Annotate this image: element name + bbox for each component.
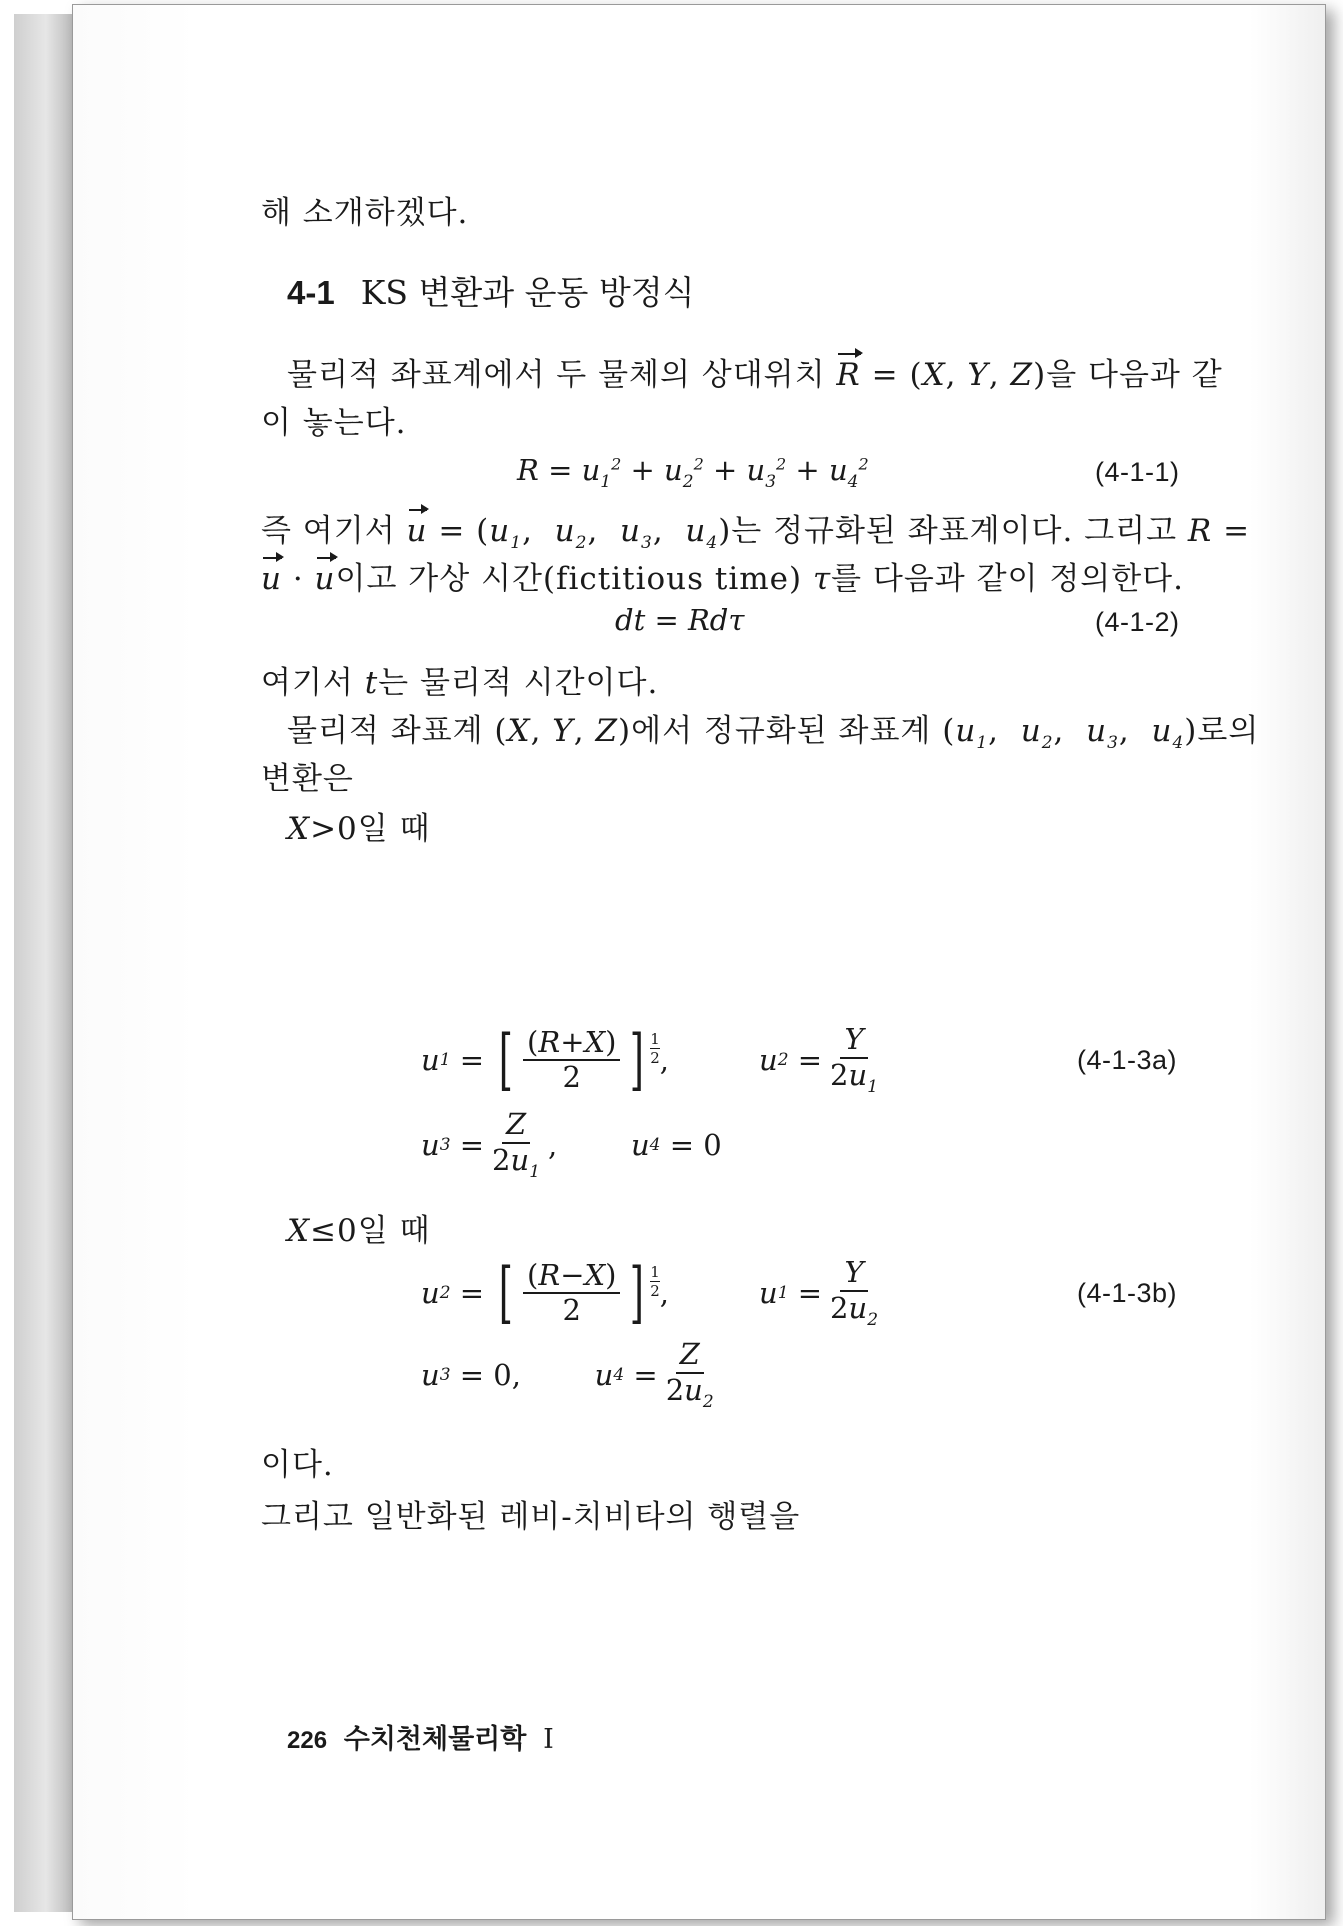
text-segment: 즉 여기서 — [261, 513, 396, 549]
condition-line — [287, 803, 431, 848]
math-inline: R = (X, Y, Z) — [836, 357, 1047, 393]
text-segment: 는 정규화된 좌표계이다. 그리고 — [731, 513, 1178, 549]
equation-4-1-1: $R = u_1^2 + u_2^2 + u_3^2 + u_4^2$ — [517, 453, 869, 492]
text-segment: 여기서 — [261, 665, 354, 701]
page-number: 226 — [287, 1727, 328, 1754]
math-inline: ($u_1$, $u_2$, $u_3$, $u_4$) — [942, 713, 1198, 754]
book-page — [72, 4, 1326, 1920]
equation-4-1-3b-u1: u 1 = $\frac{Y}{2u_2}$ — [759, 1255, 879, 1330]
condition-line — [287, 1205, 431, 1250]
text-segment: 을 다음과 같 — [1046, 357, 1223, 393]
book-title: 수치천체물리학 — [343, 1724, 527, 1755]
section-heading — [287, 267, 694, 314]
page-footer — [287, 1717, 554, 1756]
text-segment: 일 때 — [357, 811, 431, 847]
text-segment: 이고 가상 시간(fictitious time) — [335, 561, 803, 597]
volume-number: I — [543, 1724, 554, 1755]
section-title: KS 변환과 운동 방정식 — [360, 273, 695, 312]
equation-4-1-3a-u2: u 2 = $\frac{Y}{2u_1}$ — [759, 1022, 879, 1097]
text-segment: 를 다음과 같이 정의한다. — [831, 561, 1184, 597]
paragraph-line — [261, 657, 658, 702]
equation-4-1-3b-u3-u4: u 3 = 0, u 4 = $\frac{Z}{2u_2}$ — [421, 1337, 714, 1412]
paragraph-line: 그리고 일반화된 레비-치비타의 행렬을 — [261, 1499, 801, 1535]
math-inline: u · u — [261, 561, 336, 597]
equation-4-1-2: dt = Rdτ — [615, 603, 745, 637]
paragraph-line — [261, 553, 1184, 598]
text-segment: 로의 — [1197, 713, 1260, 749]
equation-number: (4-1-3a) — [1077, 1045, 1178, 1075]
paragraph-line: 이다. — [261, 1447, 334, 1483]
text-segment: 물리적 좌표계 — [287, 713, 484, 749]
math-inline: (X, Y, Z) — [494, 713, 632, 749]
section-number: 4-1 — [287, 274, 335, 311]
paragraph-line — [261, 505, 1250, 553]
math-inline: X>0 — [287, 811, 358, 847]
book-spine — [14, 14, 72, 1912]
text-segment: 물리적 좌표계에서 두 물체의 상대위치 — [287, 357, 826, 393]
equation-number: (4-1-2) — [1095, 607, 1180, 637]
math-inline: X≤0 — [287, 1213, 358, 1249]
paragraph-line — [287, 705, 1259, 753]
equation-4-1-3a-u1: u 1 = [ $\frac{(R+X)}{2}$ ] 1 2 , — [421, 1021, 669, 1098]
equation-number: (4-1-1) — [1095, 457, 1180, 487]
paragraph-line — [287, 349, 1223, 394]
text-segment: 일 때 — [357, 1213, 431, 1249]
text-segment: 는 물리적 시간이다. — [378, 665, 659, 701]
math-inline: $u = (u_1$, $u_2$, $u_3$, $u_4$) — [406, 513, 732, 554]
paragraph-line: 이 놓는다. — [261, 405, 407, 441]
line-intro-end: 해 소개하겠다. — [261, 195, 469, 231]
equation-4-1-3b-u2: u 2 = [ $\frac{(R-X)}{2}$ ] 1 2 , — [421, 1254, 669, 1331]
equation-number: (4-1-3b) — [1077, 1278, 1178, 1308]
text-segment: 에서 정규화된 좌표계 — [631, 713, 932, 749]
math-inline: τ — [812, 561, 832, 597]
equation-4-1-3a-u3-u4: u 3 = $\frac{Z}{2u_1}$ , u 4 = 0 — [421, 1107, 722, 1182]
paragraph-line: 변환은 — [261, 761, 354, 797]
math-inline: R = — [1187, 513, 1251, 549]
math-inline: t — [364, 665, 379, 701]
